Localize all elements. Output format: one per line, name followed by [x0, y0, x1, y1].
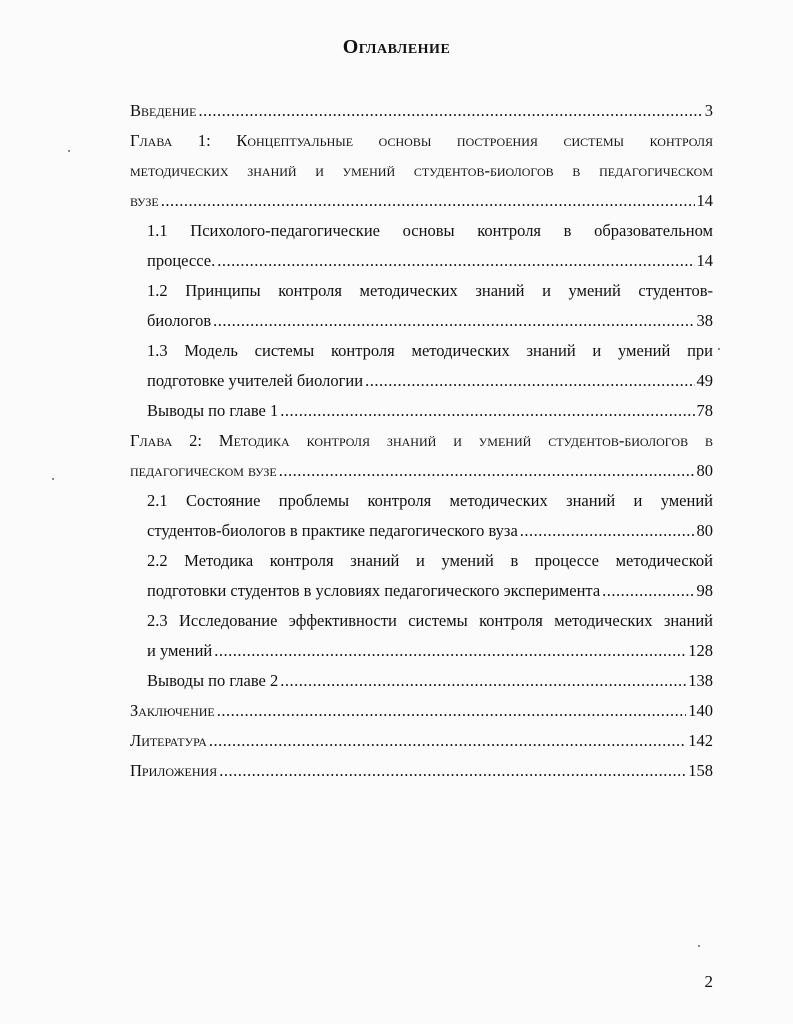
toc-entry-label: Заключение [130, 701, 215, 720]
toc-page-number: 142 [688, 731, 713, 750]
toc-page-number: 14 [696, 251, 713, 270]
toc-entry-2-1-line-1[interactable]: 2.1 Состояние проблемы контроля методических знаний и умений [147, 491, 713, 510]
toc-entry-1-3-line-1[interactable]: 1.3 Модель системы контроля методических знаний и умений при [147, 341, 713, 360]
leader-dots [214, 636, 686, 666]
leader-dots [219, 756, 686, 786]
toc-entry-label: Введение [130, 101, 197, 120]
toc-page-number: 98 [696, 581, 713, 600]
leader-dots [199, 96, 703, 126]
toc-page-number: 158 [688, 761, 713, 780]
scan-speck [698, 945, 700, 947]
toc-entry-conclusion[interactable] [130, 696, 713, 726]
toc-entry-label: и умений [147, 641, 213, 660]
toc-entry-chapter-1-line-2[interactable]: методических знаний и умений студентов-биологов в педагогическом [130, 161, 713, 180]
toc-entry-label: подготовке учителей биологии [147, 371, 364, 390]
toc-page-number: 3 [704, 101, 713, 120]
scan-speck [718, 348, 720, 350]
leader-dots [520, 516, 695, 546]
leader-dots [280, 666, 686, 696]
toc-entry-conclusions-chapter-2[interactable] [147, 666, 713, 696]
toc-entry-label: подготовки студентов в условиях педагогического эксперимента [147, 581, 601, 600]
toc-entry-label: студентов-биологов в практике педагогического вуза [147, 521, 518, 540]
toc-entry-1-1[interactable] [147, 246, 713, 276]
toc-entry-1-1-line-1[interactable]: 1.1 Психолого-педагогические основы контроля в образовательном [147, 221, 713, 240]
toc-entry-2-1[interactable] [147, 516, 713, 546]
toc-entry-label: Выводы по главе 1 [147, 401, 279, 420]
toc-entry-2-2[interactable] [147, 576, 713, 606]
toc-entry-chapter-1[interactable] [130, 186, 713, 216]
toc-entry-chapter-2-line-1[interactable]: Глава 2: Методика контроля знаний и умений студентов-биологов в [130, 431, 713, 450]
toc-entry-introduction[interactable] [130, 96, 713, 126]
toc-page-number: 128 [688, 641, 713, 660]
toc-entry-label: педагогическом вузе [130, 461, 277, 480]
leader-dots [217, 246, 694, 276]
toc-entry-literature[interactable] [130, 726, 713, 756]
toc-entry-1-3[interactable] [147, 366, 713, 396]
leader-dots [365, 366, 694, 396]
toc-entry-chapter-1-line-1[interactable]: Глава 1: Концептуальные основы построения системы контроля [130, 131, 713, 150]
leader-dots [209, 726, 686, 756]
toc-entry-chapter-2[interactable] [130, 456, 713, 486]
leader-dots [213, 306, 694, 336]
toc-page-number: 80 [696, 461, 713, 480]
toc-page-number: 140 [688, 701, 713, 720]
leader-dots [279, 456, 695, 486]
leader-dots [161, 186, 695, 216]
toc-entry-2-2-line-1[interactable]: 2.2 Методика контроля знаний и умений в процессе методической [147, 551, 713, 570]
toc-entry-2-3-line-1[interactable]: 2.3 Исследование эффективности системы контроля методических знаний [147, 611, 713, 630]
toc-entry-appendices[interactable] [130, 756, 713, 786]
toc-entry-label: Выводы по главе 2 [147, 671, 279, 690]
toc-entry-1-2[interactable] [147, 306, 713, 336]
leader-dots [280, 396, 694, 426]
toc-entry-label: Литература [130, 731, 207, 750]
page-number: 2 [704, 972, 713, 991]
toc-entry-label: процессе. [147, 251, 216, 270]
toc-page-number: 138 [688, 671, 713, 690]
toc-page-number: 14 [696, 191, 713, 210]
toc-page-number: 78 [696, 401, 713, 420]
toc-page-number: 49 [696, 371, 713, 390]
leader-dots [602, 576, 694, 606]
leader-dots [217, 696, 687, 726]
page-title: Оглавление [342, 36, 451, 58]
toc-page-number: 80 [696, 521, 713, 540]
toc-entry-2-3[interactable] [147, 636, 713, 666]
scan-speck [68, 150, 70, 152]
table-of-contents [130, 96, 713, 786]
toc-entry-label: вузе [130, 191, 159, 210]
toc-page-number: 38 [696, 311, 713, 330]
toc-entry-1-2-line-1[interactable]: 1.2 Принципы контроля методических знаний и умений студентов- [147, 281, 713, 300]
toc-entry-label: Приложения [130, 761, 218, 780]
scan-speck [52, 478, 54, 480]
toc-entry-label: биологов [147, 311, 212, 330]
toc-entry-conclusions-chapter-1[interactable] [147, 396, 713, 426]
